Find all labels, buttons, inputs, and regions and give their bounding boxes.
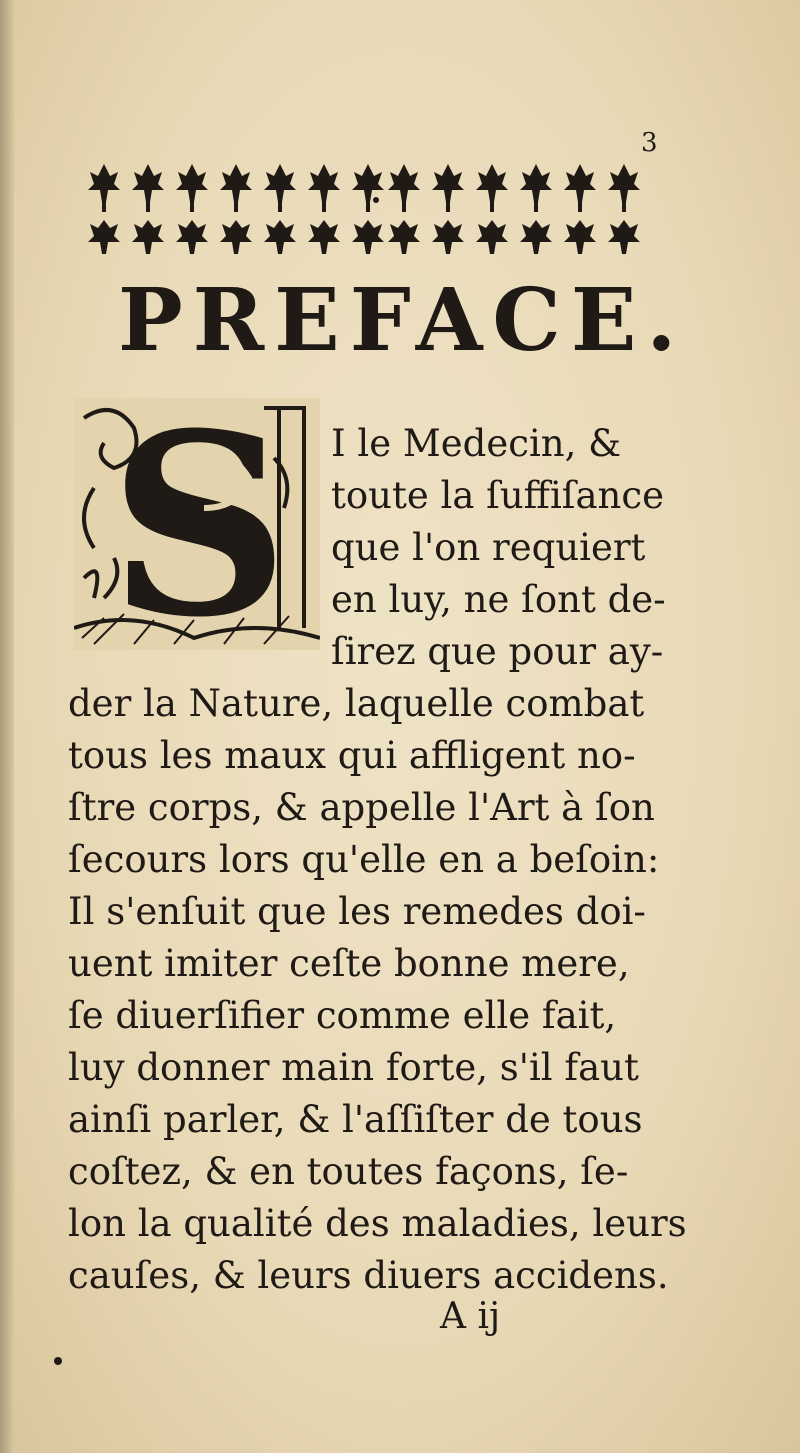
drop-cap-letter: S [108, 398, 290, 650]
page-edge [0, 0, 14, 1453]
page-title: PREFACE. [118, 270, 687, 371]
text-line: tous les maux qui affligent no- [68, 734, 636, 777]
text-line: ſirez que pour ay- [331, 630, 664, 673]
text-line: uent imiter ceſte bonne mere, [68, 942, 630, 985]
text-line: luy donner main forte, s'il faut [68, 1046, 639, 1089]
text-line: lon la qualité des maladies, leurs [68, 1202, 687, 1245]
decorated-initial-s-woodcut [74, 398, 320, 650]
fleuron-border-ornament [88, 162, 658, 270]
signature-mark: A ij [440, 1296, 501, 1337]
text-line: ſecours lors qu'elle en a beſoin: [68, 838, 660, 881]
text-line: Il s'enſuit que les remedes doi- [68, 890, 646, 933]
text-line: que l'on requiert [331, 526, 646, 569]
text-line: en luy, ne ſont de- [331, 578, 666, 621]
text-line: cauſes, & leurs diuers accidens. [68, 1254, 669, 1297]
text-line: ſe diuerſifier comme elle fait, [68, 994, 617, 1037]
text-line: ſtre corps, & appelle l'Art à ſon [68, 786, 655, 829]
text-line: toute la ſuffiſance [331, 474, 664, 517]
text-line: coſtez, & en toutes façons, ſe- [68, 1150, 629, 1193]
text-line: der la Nature, laquelle combat [68, 682, 645, 725]
text-line: ainſi parler, & l'aſſiſter de tous [68, 1098, 643, 1141]
ink-dot [54, 1357, 62, 1365]
text-line: I le Medecin, & [331, 422, 622, 465]
page-number: 3 [641, 128, 658, 158]
